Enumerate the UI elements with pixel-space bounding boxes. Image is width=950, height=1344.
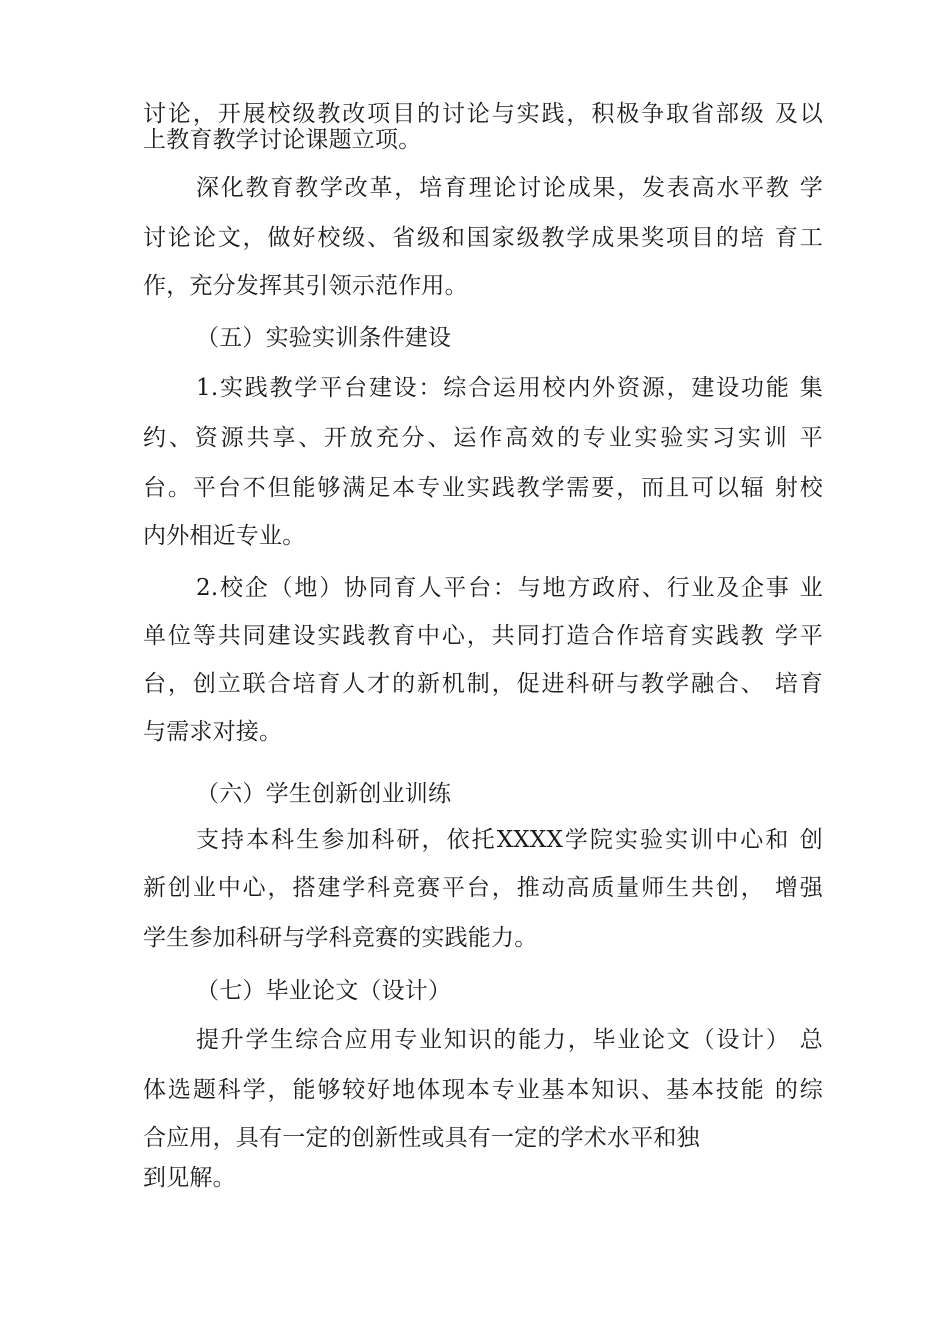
paragraph-line: 学生参加科研与学科竞赛的实践能力。 [143,925,538,951]
paragraph-line: 内外相近专业。 [143,523,306,549]
paragraph-line: 台。平台不但能够满足本专业实践教学需要，而且可以辐 射校 [143,475,823,501]
paragraph-line: 讨论，开展校级教改项目的讨论与实践，积极争取省部级 及以 [143,101,823,127]
paragraph-line: 新创业中心，搭建学科竞赛平台，推动高质量师生共创， 增强 [143,875,823,901]
section-heading: （五）实验实训条件建设 [196,325,452,351]
paragraph-line: 约、资源共享、开放充分、运作高效的专业实验实习实训 平 [143,425,823,451]
paragraph-line: 讨论论文，做好校级、省级和国家级教学成果奖项目的培 育工 [143,225,823,251]
paragraph-line: 体选题科学，能够较好地体现本专业基本知识、基本技能 的综 [143,1077,823,1103]
paragraph-line: 上教育教学讨论课题立项。 [143,127,422,153]
paragraph-line: 2.校企（地）协同育人平台：与地方政府、行业及企事 业 [196,575,823,601]
section-heading: （六）学生创新创业训练 [196,781,452,807]
paragraph-line: 提升学生综合应用专业知识的能力，毕业论文（设计） 总 [196,1027,823,1053]
paragraph-line: 1.实践教学平台建设：综合运用校内外资源，建设功能 集 [196,375,823,401]
paragraph-line: 到见解。 [143,1165,236,1191]
paragraph-line: 支持本科生参加科研，依托XXXX学院实验实训中心和 创 [196,827,823,853]
section-heading: （七）毕业论文（设计） [196,978,452,1004]
paragraph-line: 单位等共同建设实践教育中心，共同打造合作培育实践教 学平 [143,623,823,649]
paragraph-line: 深化教育教学改革，培育理论讨论成果，发表高水平教 学 [196,175,823,201]
paragraph-line: 作，充分发挥其引领示范作用。 [143,273,468,299]
paragraph-line: 合应用，具有一定的创新性或具有一定的学术水平和独 [143,1125,700,1151]
paragraph-line: 与需求对接。 [143,719,283,745]
paragraph-line: 台，创立联合培育人才的新机制，促进科研与教学融合、 培育 [143,671,823,697]
